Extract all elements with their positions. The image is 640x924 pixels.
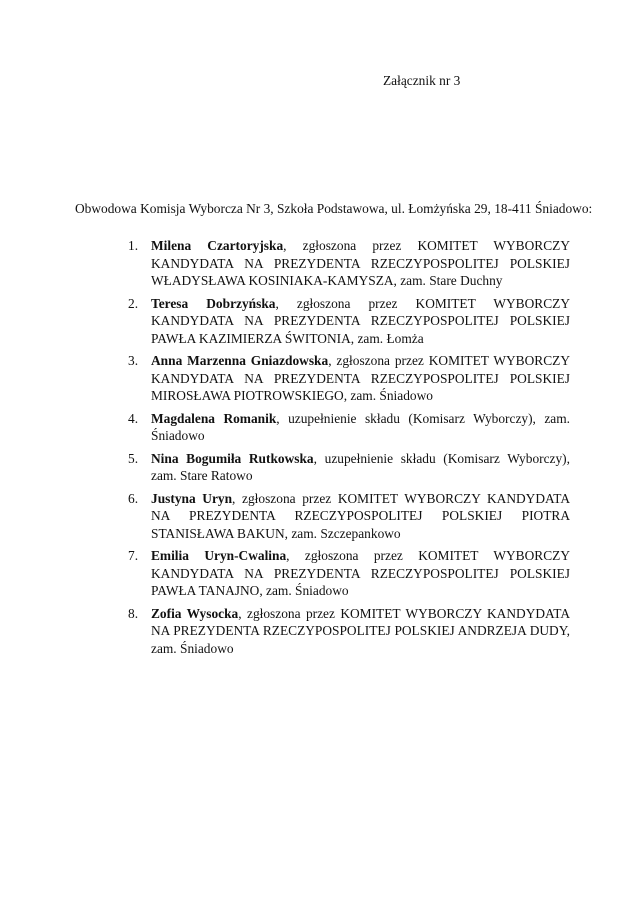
- member-details: , zgłoszona przez KOMITET WYBORCZY KANDYDATA NA PREZYDENTA RZECZYPOSPOLITEJ POLSKIEJ WŁADYSŁAWA KOSINIAKA-KAMYSZA, zam. Stare Duchny: [151, 238, 570, 288]
- member-details: , zgłoszona przez KOMITET WYBORCZY KANDYDATA NA PREZYDENTA RZECZYPOSPOLITEJ POLSKIEJ PAWŁA TANAJNO, zam. Śniadowo: [151, 548, 570, 598]
- member-text: [151, 352, 570, 405]
- member-name: Zofia Wysocka: [151, 605, 239, 621]
- member-text: [151, 237, 570, 290]
- commission-heading: Obwodowa Komisja Wyborcza Nr 3, Szkoła Podstawowa, ul. Łomżyńska 29, 18-411 Śniadowo:: [75, 201, 593, 216]
- member-number: 1.: [128, 238, 139, 253]
- member-item: [118, 352, 570, 405]
- member-item: [118, 547, 570, 600]
- member-name: Nina Bogumiła Rutkowska: [151, 450, 314, 466]
- member-name: Anna Marzenna Gniazdowska: [151, 353, 329, 368]
- member-text: [151, 295, 570, 348]
- member-text: [151, 450, 570, 485]
- member-details: , zgłoszona przez KOMITET WYBORCZY KANDYDATA NA PREZYDENTA RZECZYPOSPOLITEJ POLSKIEJ PAWŁA KAZIMIERZA ŚWITONIA, zam. Łomża: [151, 295, 570, 346]
- member-text: [151, 547, 570, 600]
- member-name: Teresa Dobrzyńska: [151, 295, 276, 311]
- annex-label: Załącznik nr 3: [383, 73, 461, 88]
- member-item: [118, 490, 570, 543]
- member-number: 3.: [128, 353, 139, 368]
- member-number: 7.: [128, 548, 139, 563]
- member-number: 2.: [128, 295, 139, 311]
- member-name: Justyna Uryn: [151, 490, 233, 506]
- member-details: , uzupełnienie składu (Komisarz Wyborczy), zam. Śniadowo: [151, 410, 571, 443]
- member-text: [151, 605, 570, 658]
- member-text: [151, 490, 570, 543]
- member-number: 4.: [128, 410, 139, 426]
- member-number: 6.: [128, 490, 139, 506]
- member-text: [151, 410, 570, 445]
- member-name: Milena Czartoryjska: [151, 238, 284, 253]
- member-number: 5.: [128, 450, 139, 466]
- member-item: [118, 410, 570, 445]
- member-item: [118, 450, 570, 485]
- member-name: Magdalena Romanik: [151, 410, 277, 426]
- member-details: , zgłoszona przez KOMITET WYBORCZY KANDYDATA NA PREZYDENTA RZECZYPOSPOLITEJ POLSKIEJ ANDRZEJA DUDY, zam. Śniadowo: [151, 605, 570, 656]
- members-list: [118, 237, 570, 662]
- member-name: Emilia Uryn-Cwalina: [151, 548, 287, 563]
- member-details: , uzupełnienie składu (Komisarz Wyborczy), zam. Stare Ratowo: [151, 450, 570, 483]
- member-item: [118, 295, 570, 348]
- member-item: [118, 237, 570, 290]
- member-details: , zgłoszona przez KOMITET WYBORCZY KANDYDATA NA PREZYDENTA RZECZYPOSPOLITEJ POLSKIEJ PIOTRA STANISŁAWA BAKUN, zam. Szczepankowo: [151, 490, 570, 541]
- member-item: [118, 605, 570, 658]
- member-number: 8.: [128, 605, 139, 621]
- member-details: , zgłoszona przez KOMITET WYBORCZY KANDYDATA NA PREZYDENTA RZECZYPOSPOLITEJ POLSKIEJ MIROSŁAWA PIOTROWSKIEGO, zam. Śniadowo: [151, 353, 570, 403]
